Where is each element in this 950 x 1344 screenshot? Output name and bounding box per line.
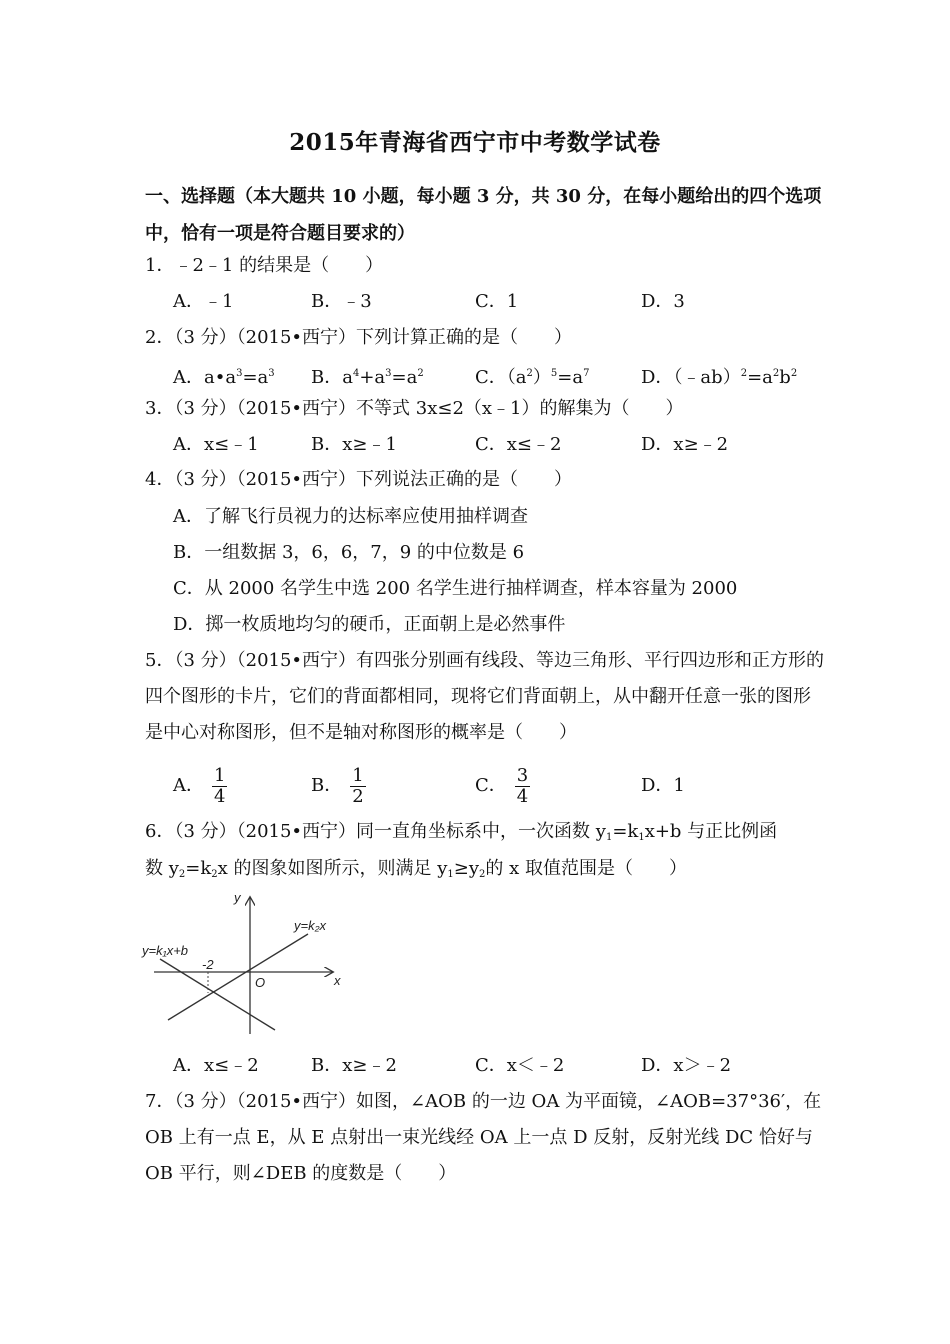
option-a[interactable]: A．$a•a^3=a^3$ [173,367,275,388]
question-5-options [173,764,833,808]
question-6-stem-line2: 数 $y_2=k_2x$ 的图象如图所示，则满足 $y_1\ge y_2$的 x 取值范围是（ ） [145,858,688,880]
question-1-stem: 1．﹣2﹣1 的结果是（ ） [145,255,384,276]
option-c[interactable]: C． $\frac{3}{4}$ [475,764,529,807]
fraction: $\frac{3}{4}$ [516,764,529,807]
option-d[interactable]: D．x＞﹣2 [641,1055,732,1076]
option-b[interactable]: B．﹣3 [311,291,372,312]
option-c[interactable]: C．从 2000 名学生中选 200 名学生进行抽样调查，样本容量为 2000 [173,578,738,599]
line1-label: y=k₁x+b [142,943,189,958]
option-a[interactable]: A．﹣1 [173,291,234,312]
option-b[interactable]: B．x≥﹣1 [311,434,397,455]
question-1-options [173,287,833,317]
question-6-options [173,1051,833,1081]
option-c[interactable]: C．1 [475,291,519,312]
option-b[interactable]: B．一组数据 3，6，6，7，9 的中位数是 6 [173,542,525,563]
option-c[interactable]: C．x≤﹣2 [475,434,562,455]
page-title: 2015年青海省西宁市中考数学试卷 [289,129,661,156]
fraction: $\frac{1}{4}$ [214,764,226,807]
option-a[interactable]: A．x≤﹣2 [173,1055,259,1076]
option-a[interactable]: A．了解飞行员视力的达标率应使用抽样调查 [173,506,528,527]
option-d[interactable]: D．1 [641,775,685,796]
line2-label: y=k₂x [294,918,327,933]
origin-label: O [255,975,266,990]
question-4-stem: 4．（3 分）（2015•西宁）下列说法正确的是（ ） [145,469,573,490]
option-d[interactable]: D．$(﹣ab)^2=a^2b^2$ [641,367,798,388]
line-k1x-b [160,959,275,1030]
option-b[interactable]: B． $\frac{1}{2}$ [311,764,364,807]
option-a[interactable]: A． $\frac{1}{4}$ [173,764,226,807]
function-graph [140,888,360,1038]
x-axis-label: x [334,973,341,988]
option-d[interactable]: D．x≥﹣2 [641,434,729,455]
question-3-options [173,430,833,460]
question-5-stem: 5．（3 分）（2015•西宁）有四张分别画有线段、等边三角形、平行四边形和正方形的四个图形的卡片，它们的背面都相同，现将它们背面朝上，从中翻开任意一张的图形是中心对称图形，但不是轴对称图形的概率是（ ） [145,650,825,743]
option-b[interactable]: B．x≥﹣2 [311,1055,397,1076]
option-d[interactable]: D．掷一枚质地均匀的硬币，正面朝上是必然事件 [173,614,566,635]
fraction: $\frac{1}{2}$ [352,764,364,807]
tick-label: -2 [202,957,214,972]
option-b[interactable]: B．$a^4+a^3=a^2$ [311,367,424,388]
question-7-stem: 7．（3 分）（2015•西宁）如图，∠AOB 的一边 OA 为平面镜，∠AOB=37°36′，在 OB 上有一点 E，从 E 点射出一束光线经 OA 上一点 D 反射，反射光线 DC 恰好与 OB 平行，则∠DEB 的度数是（ ） [145,1091,822,1184]
option-a[interactable]: A．x≤﹣1 [173,434,259,455]
question-2-stem: 2．（3 分）（2015•西宁）下列计算正确的是（ ） [145,327,573,348]
question-6-stem-line1: 6．（3 分）（2015•西宁）同一直角坐标系中，一次函数 $y_1=k_1x+b$ 与正比例函 [145,821,778,843]
option-c[interactable]: C．x＜﹣2 [475,1055,565,1076]
question-2-options [173,359,833,389]
option-d[interactable]: D．3 [641,291,685,312]
y-axis-label: y [234,890,241,905]
section-heading: 一、选择题（本大题共 10 小题，每小题 3 分，共 30 分，在每小题给出的四个选项中，恰有一项是符合题目要求的） [145,186,822,244]
option-c[interactable]: C．$(a^2)^5=a^7$ [475,367,590,388]
question-3-stem: 3．（3 分）（2015•西宁）不等式 3x≤2（x﹣1）的解集为（ ） [145,398,684,419]
